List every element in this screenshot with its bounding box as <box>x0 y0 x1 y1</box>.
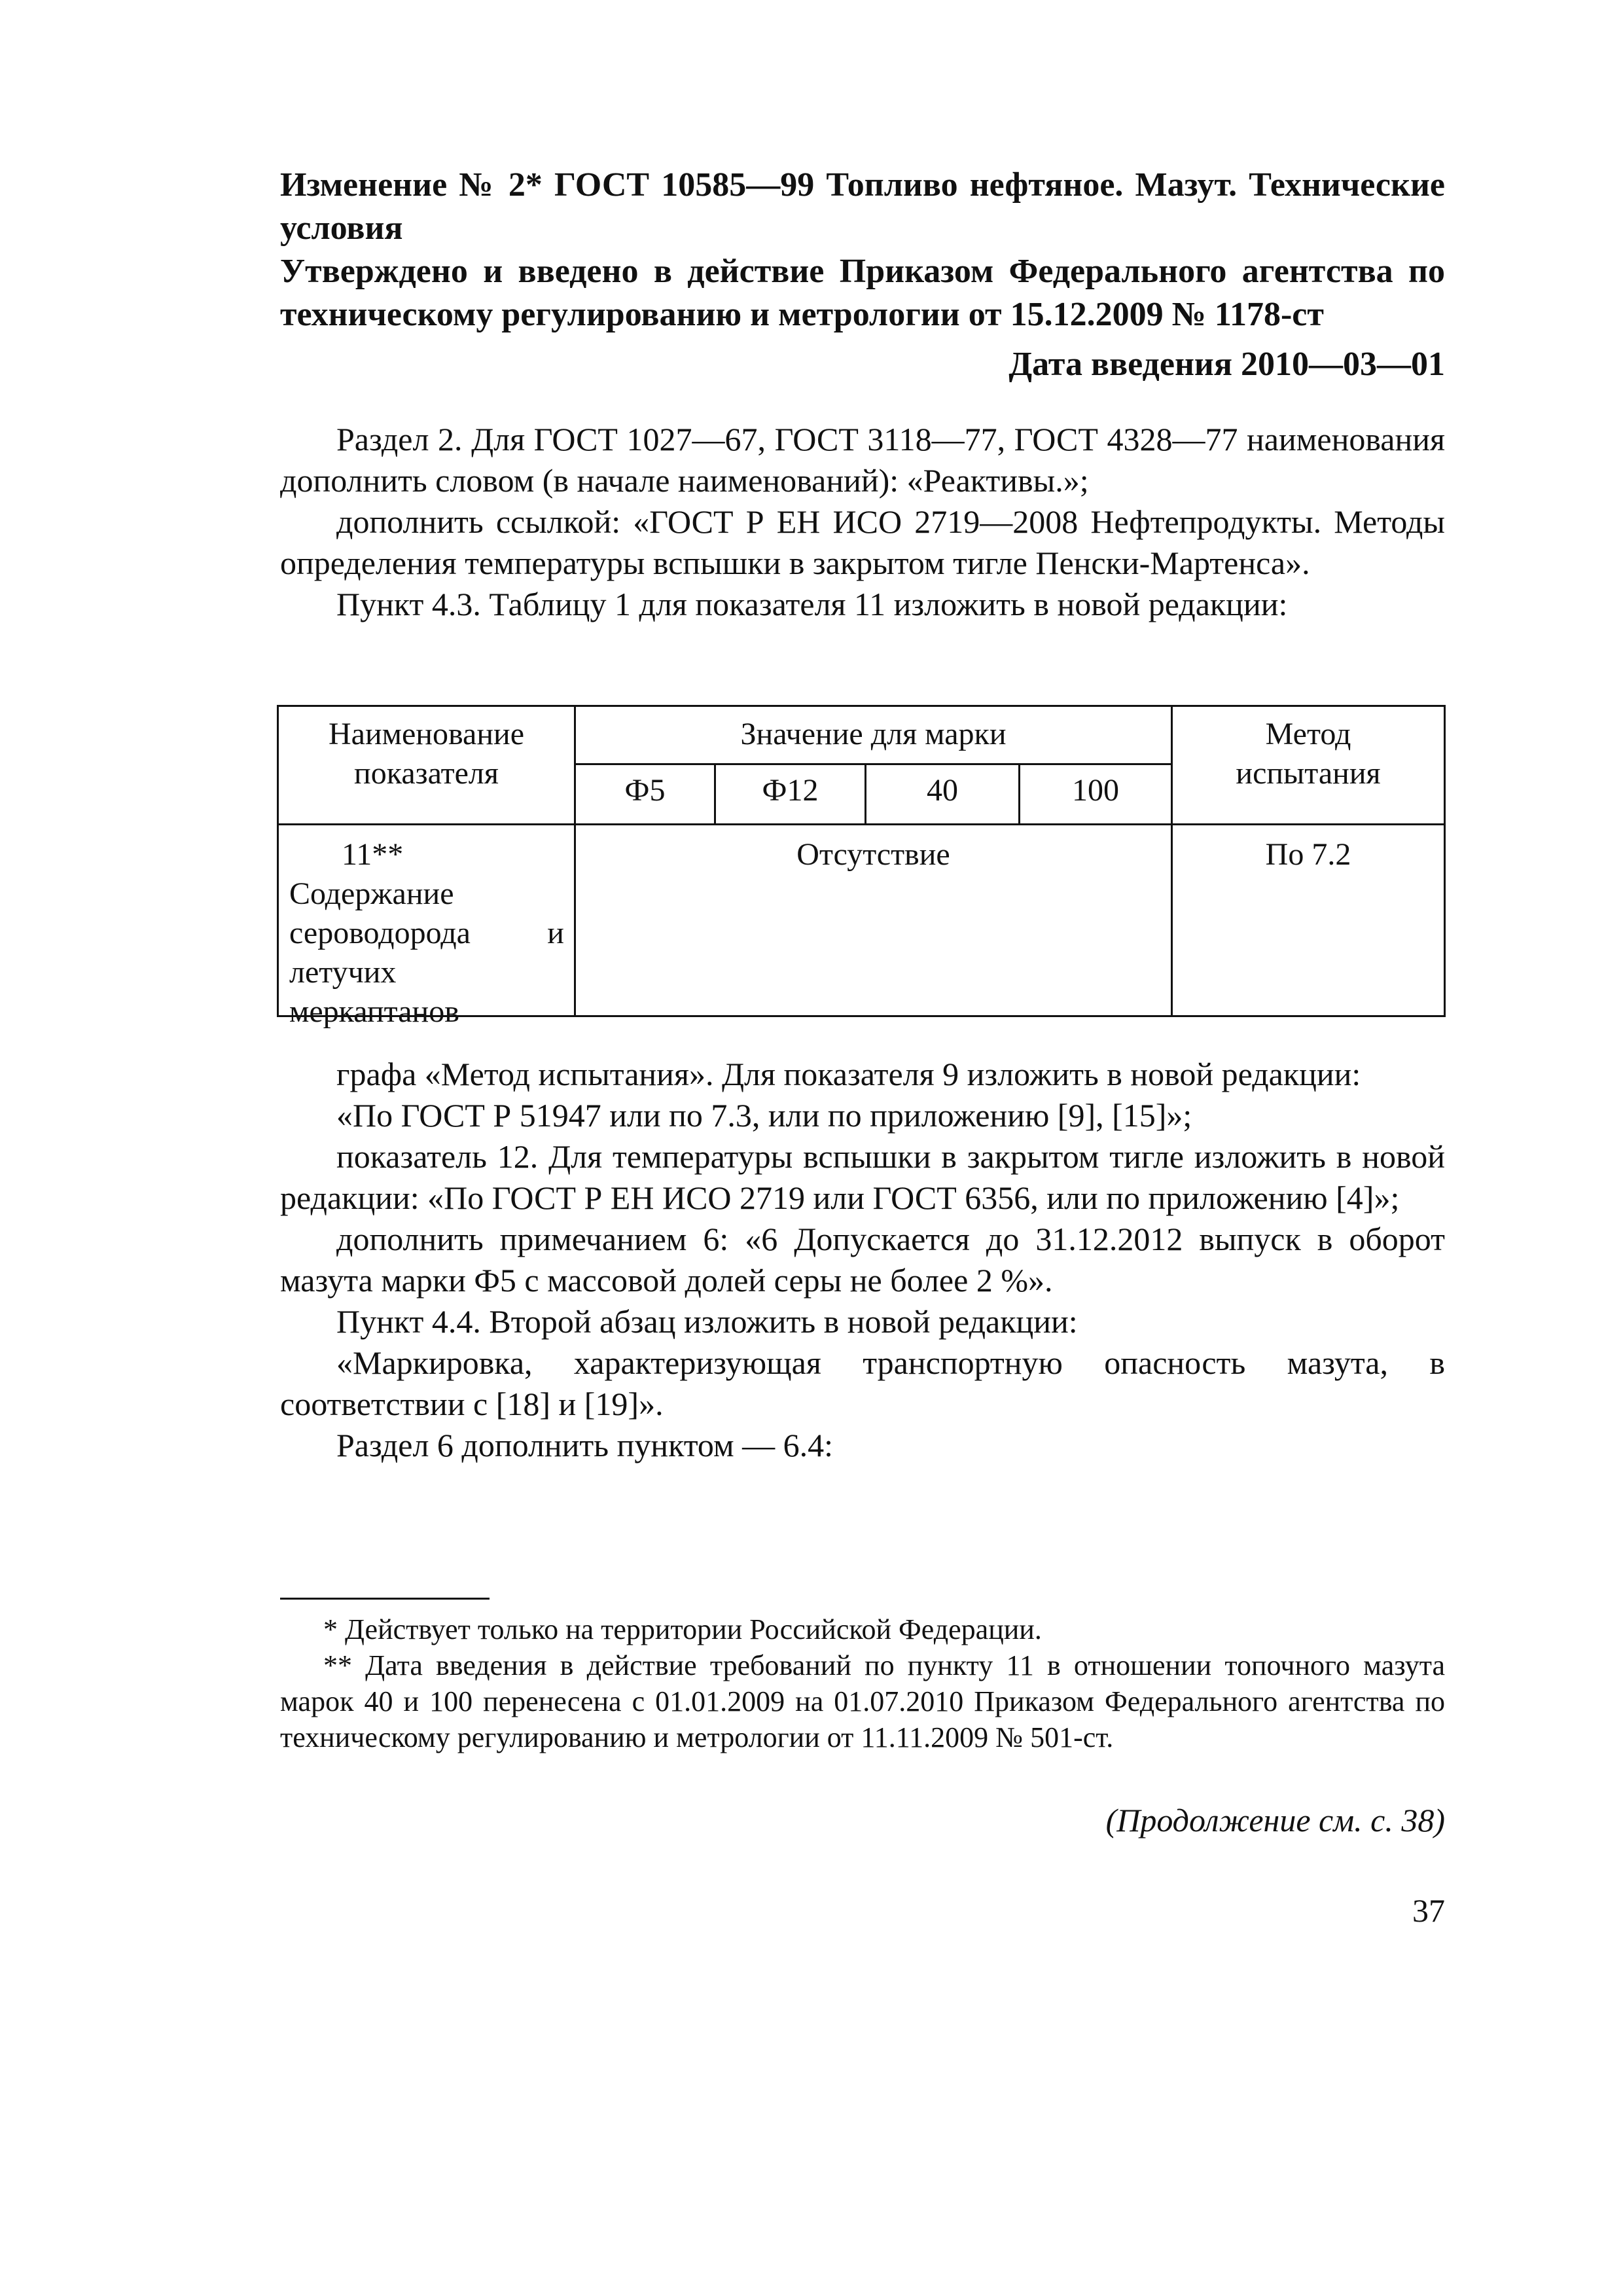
footnote: ** Дата введения в действие требований по пункту 11 в отношении топочного мазута марок 40 и 100 перенесена с 01.01.2009 на 01.07.2010 Приказом Федерального агентства по техническому регулированию и метрологии от 11.11.2009 № 501-ст. <box>280 1649 1445 1753</box>
paragraph: показатель 12. Для температуры вспышки в закрытом тигле изложить в новой редакции: «По ГОСТ Р ЕН ИСО 2719 или ГОСТ 6356, или по приложению [4]»; <box>280 1138 1445 1216</box>
indicator-table <box>277 705 1446 1029</box>
paragraph: «По ГОСТ Р 51947 или по 7.3, или по приложению [9], [15]»; <box>336 1097 1192 1134</box>
row-indicator-name: 11** Содержание сероводорода и летучих меркаптанов <box>289 837 564 1029</box>
paragraph: Раздел 2. Для ГОСТ 1027—67, ГОСТ 3118—77, ГОСТ 4328—77 наименования дополнить словом (в начале наименований): «Реактивы.»; <box>280 421 1445 499</box>
grade-40: 40 <box>927 773 958 808</box>
paragraph: дополнить примечанием 6: «6 Допускается до 31.12.2012 выпуск в оборот мазута марки Ф5 с массовой долей серы не более 2 %». <box>280 1221 1445 1299</box>
row-test-method: По 7.2 <box>1265 837 1351 872</box>
paragraph: Пункт 4.3. Таблицу 1 для показателя 11 изложить в новой редакции: <box>336 586 1288 622</box>
intro-section <box>280 419 1445 625</box>
paragraph: Пункт 4.4. Второй абзац изложить в новой редакции: <box>336 1303 1078 1340</box>
paragraph: Раздел 6 дополнить пунктом — 6.4: <box>336 1427 834 1463</box>
header-indicator-name: Наименование показателя <box>328 717 525 791</box>
header-test-method: Метод испытания <box>1236 717 1381 791</box>
effective-date: Дата введения 2010—03—01 <box>1008 346 1445 383</box>
paragraph: «Маркировка, характеризующая транспортную опасность мазута, в соответствии с [18] и [19]». <box>280 1344 1445 1422</box>
amendment-title: Изменение № 2* ГОСТ 10585—99 Топливо нефтяное. Мазут. Технические условия <box>280 166 1445 247</box>
row-value: Отсутствие <box>796 837 950 872</box>
footnote: * Действует только на территории Российской Федерации. <box>323 1613 1042 1645</box>
continuation-note: (Продолжение см. с. 38) <box>1105 1802 1445 1839</box>
header-grade-value: Значение для марки <box>740 717 1007 751</box>
paragraph: дополнить ссылкой: «ГОСТ Р ЕН ИСО 2719—2008 Нефтепродукты. Методы определения температуры вспышки в закрытом тигле Пенски-Мартенса». <box>280 503 1445 581</box>
grade-f5: Ф5 <box>624 773 666 808</box>
grade-f12: Ф12 <box>762 773 819 808</box>
approval-statement: Утверждено и введено в действие Приказом Федерального агентства по техническому регулированию и метрологии от 15.12.2009 № 1178-ст <box>280 253 1445 333</box>
footnote-divider <box>280 1598 490 1600</box>
page-number: 37 <box>1412 1892 1445 1929</box>
changes-section <box>280 1054 1445 1466</box>
grade-100: 100 <box>1072 773 1119 808</box>
paragraph: графа «Метод испытания». Для показателя 9 изложить в новой редакции: <box>336 1056 1361 1092</box>
footnotes <box>280 1611 1445 1755</box>
